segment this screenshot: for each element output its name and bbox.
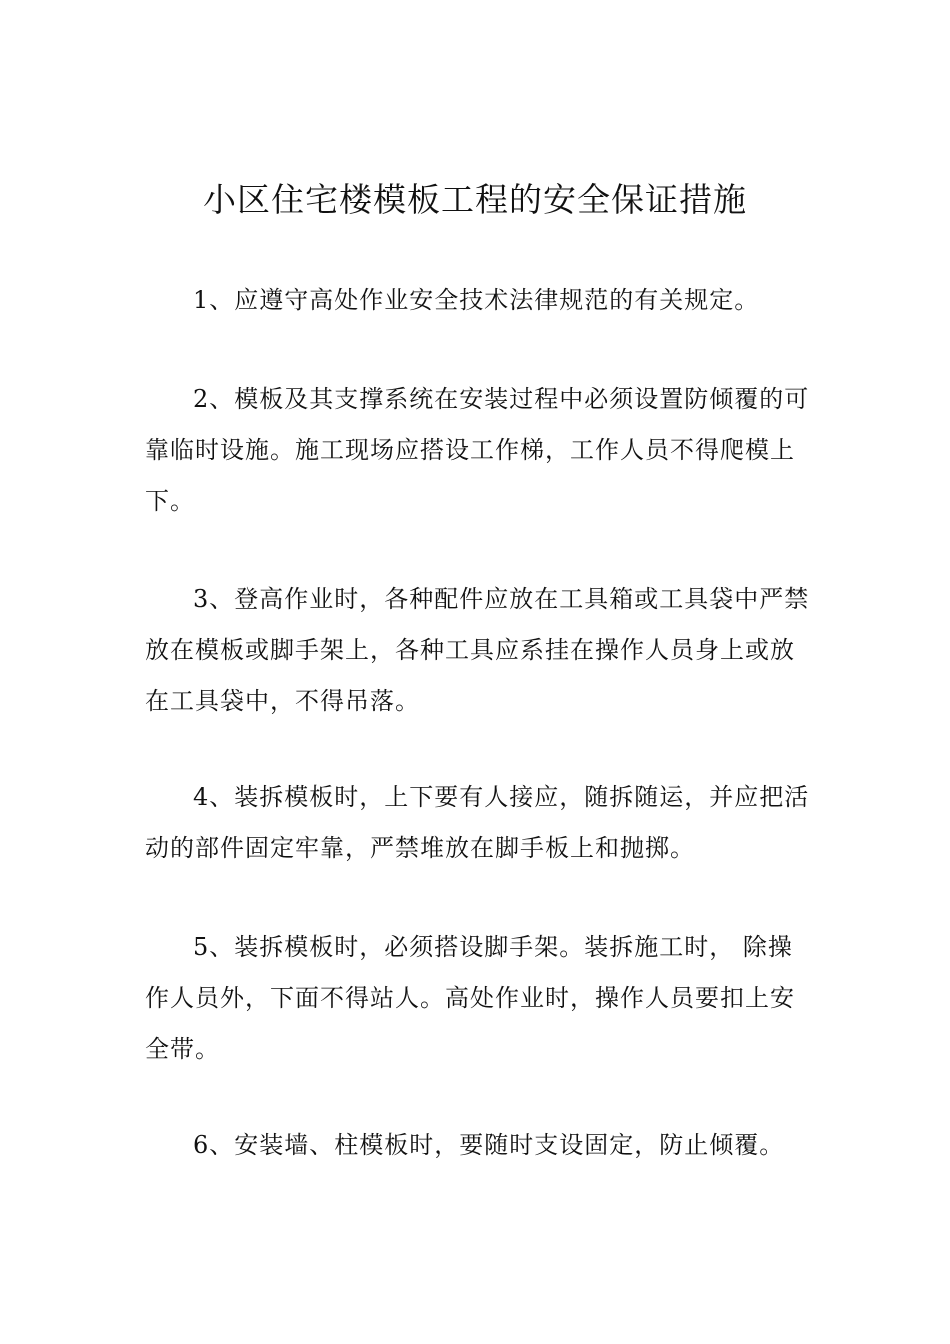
paragraph-3: 3、登高作业时，各种配件应放在工具箱或工具袋中严禁放在模板或脚手架上，各种工具应系挂在操作人员身上或放在工具袋中，不得吊落。 <box>145 585 810 715</box>
paragraph-6: 6、安装墙、柱模板时，要随时支设固定，防止倾覆。 <box>193 1131 785 1159</box>
paragraph-2: 2、模板及其支撑系统在安装过程中必须设置防倾覆的可靠临时设施。施工现场应搭设工作梯，工作人员不得爬模上下。 <box>145 385 810 515</box>
paragraph-4: 4、装拆模板时，上下要有人接应，随拆随运，并应把活动的部件固定牢靠，严禁堆放在脚手板上和抛掷。 <box>145 783 810 862</box>
paragraph-1: 1、应遵守高处作业安全技术法律规范的有关规定。 <box>193 286 760 314</box>
document-title: 小区住宅楼模板工程的安全保证措施 <box>203 180 747 219</box>
paragraph-5: 5、装拆模板时，必须搭设脚手架。装拆施工时， 除操作人员外，下面不得站人。高处作业时，操作人员要扣上安全带。 <box>145 933 795 1063</box>
